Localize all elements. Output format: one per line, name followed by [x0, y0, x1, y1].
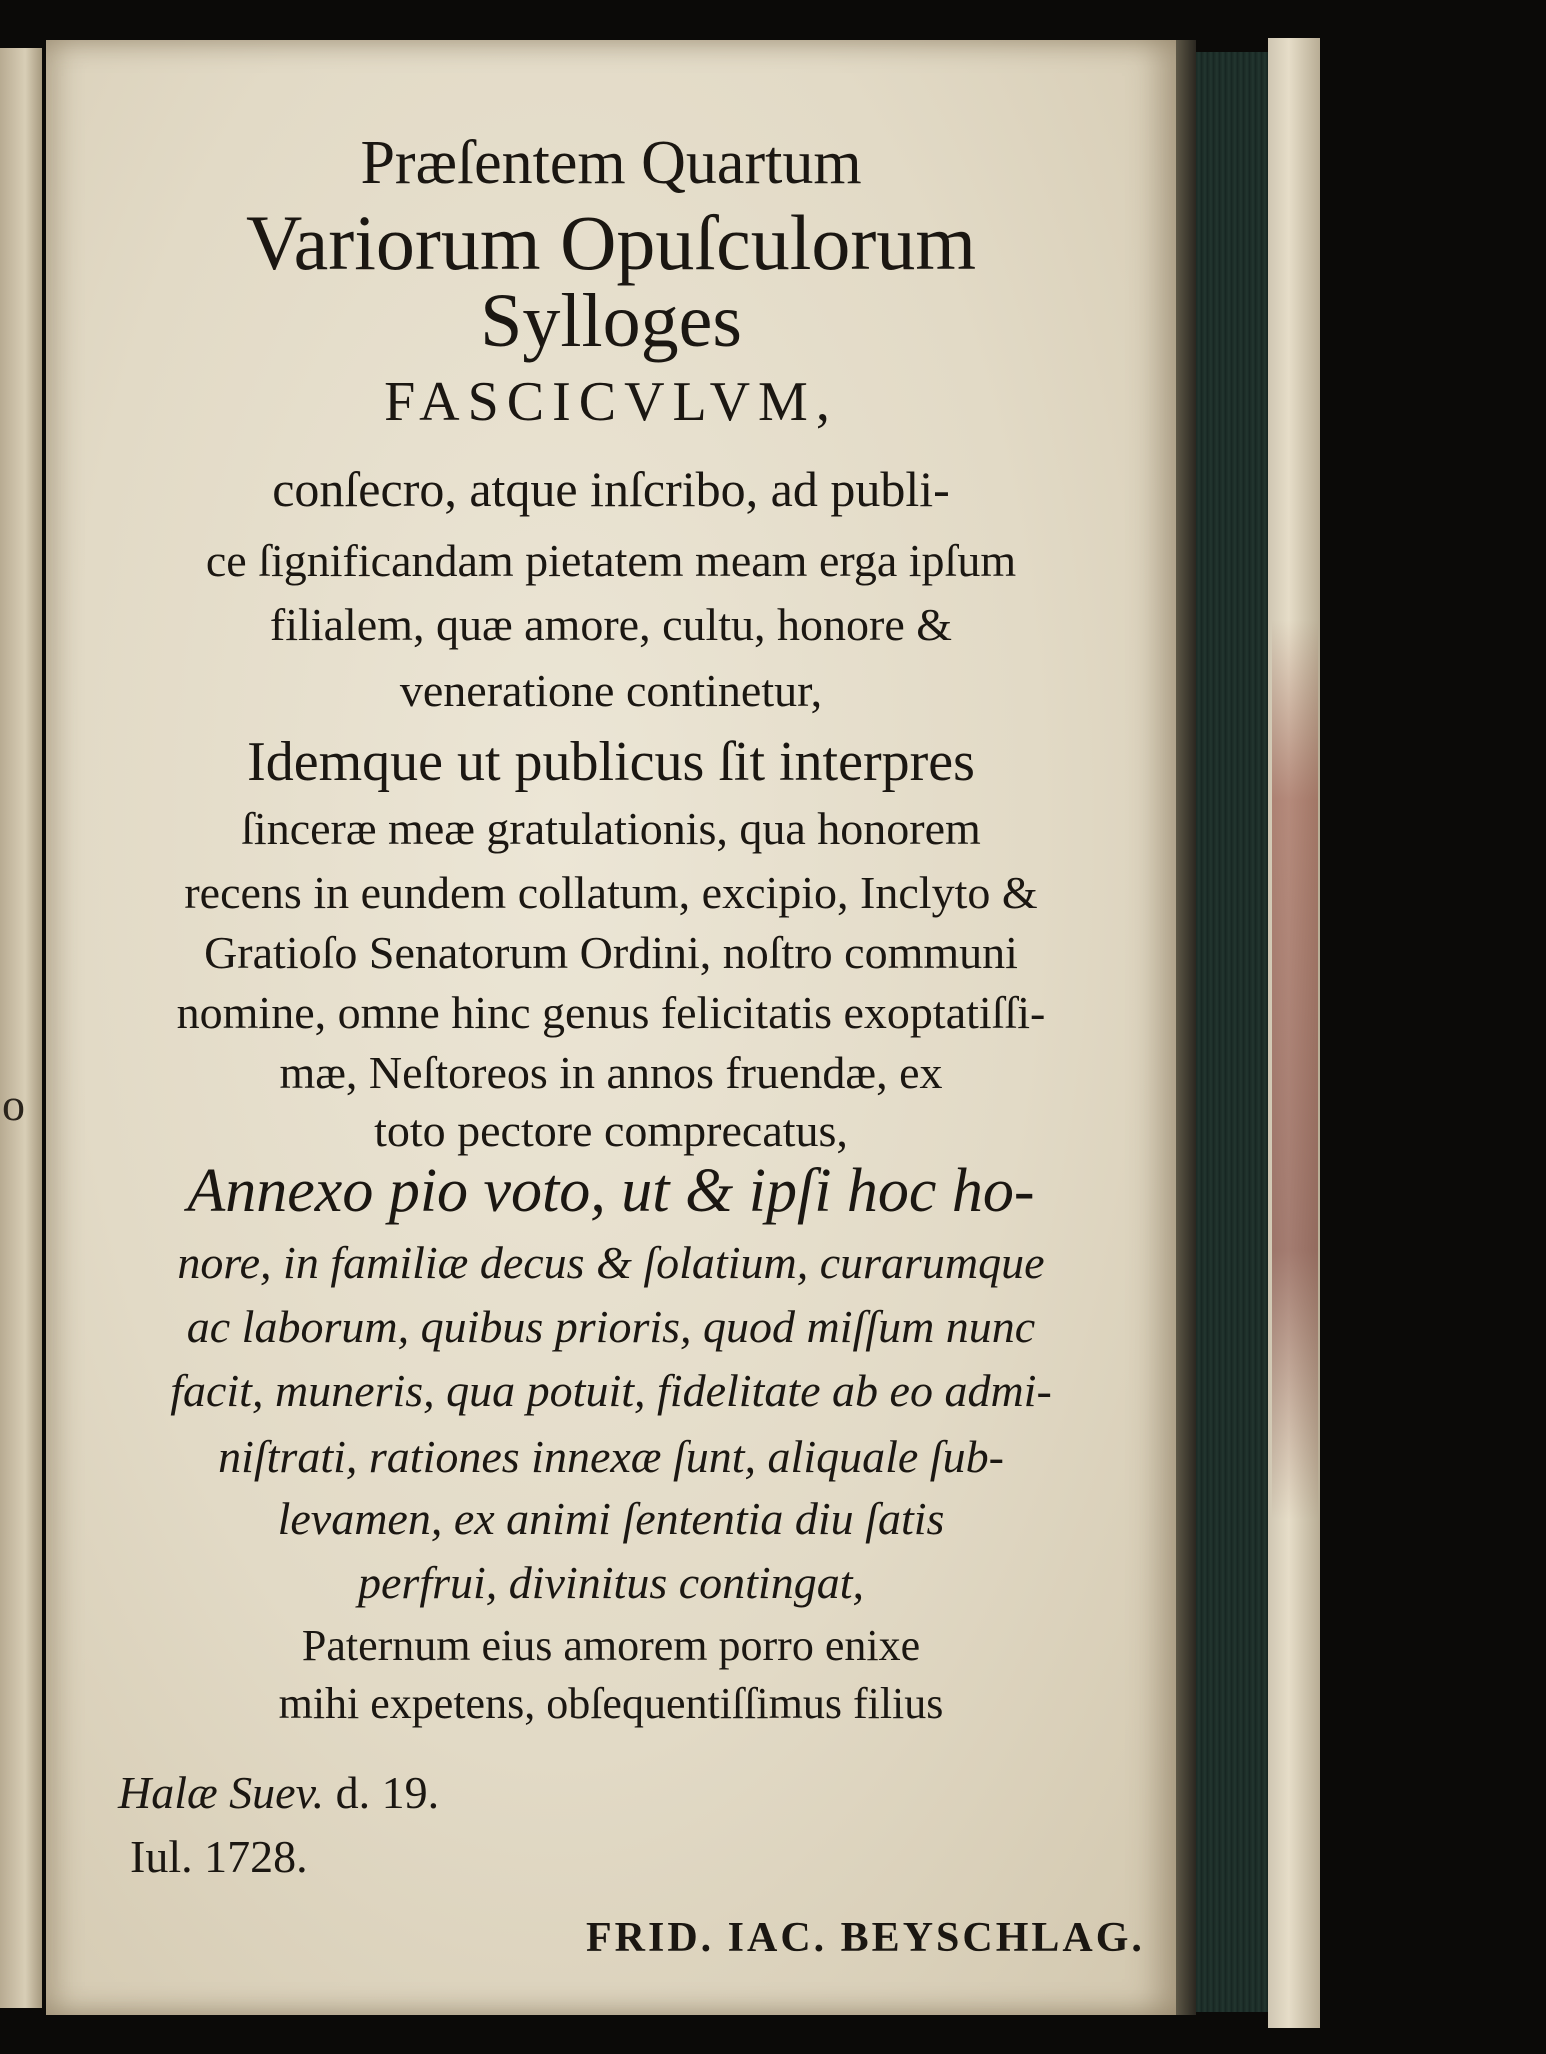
left-page-fragment: o	[2, 1079, 25, 1130]
paragraph3-line: ac laborum, quibus prioris, quod miſſum nunc	[186, 1301, 1036, 1352]
signature	[586, 1914, 1146, 1962]
paragraph2-line: toto pectore comprecatus,	[374, 1105, 848, 1156]
place-name: Halæ Suev.	[118, 1767, 325, 1818]
page-gutter	[1176, 40, 1196, 2015]
paragraph2-line: mæ, Neſtoreos in annos fruendæ, ex	[279, 1047, 943, 1098]
paragraph1-line: veneratione continetur,	[399, 665, 823, 716]
title-line-4: FASCICVLVM,	[384, 371, 838, 433]
paragraph2-line: ſinceræ meæ gratulationis, qua honorem	[241, 803, 981, 854]
title-line-3: Sylloges	[480, 279, 742, 363]
paragraph3-line: Annexo pio voto, ut & ipſi hoc ho-	[187, 1157, 1035, 1225]
paragraph3-line: levamen, ex animi ſententia diu ſatis	[277, 1493, 945, 1544]
paragraph2-line: recens in eundem collatum, excipio, Inclyto &	[184, 867, 1038, 918]
closing-line: mihi expetens, obſequentiſſimus filius	[278, 1679, 944, 1728]
paragraph3-line: perfrui, divinitus contingat,	[358, 1557, 864, 1608]
paragraph1-line: conſecro, atque inſcribo, ad publi-	[272, 461, 950, 517]
date-line-2: Iul. 1728.	[130, 1831, 308, 1882]
cover-stain	[1272, 620, 1318, 1520]
paragraph3-line: niſtrati, rationes innexæ ſunt, aliquale ſub-	[218, 1431, 1004, 1482]
closing-line: Paternum eius amorem porro enixe	[301, 1621, 921, 1670]
paragraph2-line: Idemque ut publicus ſit interpres	[247, 731, 975, 793]
paragraph1-line: filialem, quæ amore, cultu, honore &	[269, 599, 953, 650]
place-date	[118, 1766, 1248, 1819]
title-line-1: Præſentem Quartum	[360, 129, 862, 197]
paragraph1-line: ce ſignificandam pietatem meam erga ipſum	[205, 535, 1017, 586]
page-block-edge	[1196, 52, 1268, 2012]
paragraph3-line: nore, in familiæ decus & ſolatium, curarumque	[177, 1237, 1045, 1288]
date-day: d. 19.	[335, 1767, 440, 1818]
signature-text: FRID. IAC. BEYSCHLAG.	[586, 1915, 1145, 1961]
paragraph2-line: Gratioſo Senatorum Ordini, noſtro communi	[204, 927, 1018, 978]
title-line-2: Variorum Opuſculorum	[245, 199, 977, 286]
left-page-edge	[0, 48, 42, 2008]
paragraph2-line: nomine, omne hinc genus felicitatis exoptatiſſi-	[176, 987, 1046, 1038]
paragraph3-line: facit, muneris, qua potuit, fidelitate ab eo admi-	[170, 1365, 1052, 1416]
